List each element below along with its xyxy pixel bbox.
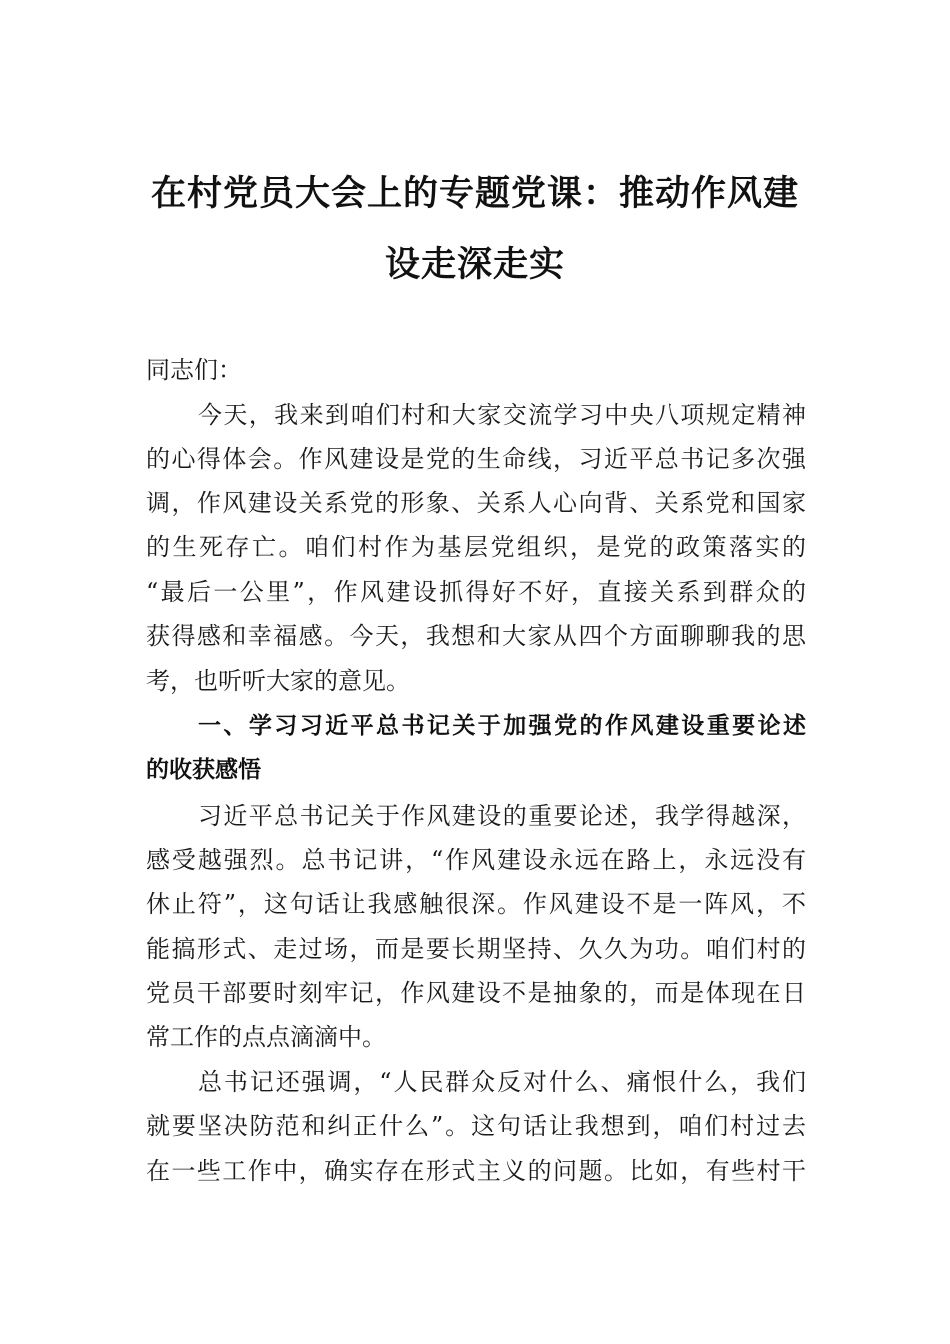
paragraph-line: “最后一公里”，作风建设抓得好不好，直接关系到群众的: [146, 578, 806, 606]
document-title-line-1: 在村党员大会上的专题党课：推动作风建: [150, 173, 799, 214]
paragraph-line: 今天，我来到咱们村和大家交流学习中央八项规定精神: [198, 401, 806, 429]
section-heading: 一、学习习近平总书记关于加强党的作风建设重要论述: [198, 713, 806, 739]
paragraph-line: 感受越强烈。总书记讲，“作风建设永远在路上，永远没有: [146, 846, 806, 874]
paragraph-line: 在一些工作中，确实存在形式主义的问题。比如，有些村干: [146, 1157, 806, 1185]
paragraph-line: 的生死存亡。咱们村作为基层党组织，是党的政策落实的: [146, 533, 806, 561]
paragraph-line: 调，作风建设关系党的形象、关系人心向背、关系党和国家: [146, 489, 806, 517]
paragraph-line: 能搞形式、走过场，而是要长期坚持、久久为功。咱们村的: [146, 935, 806, 963]
paragraph-line: 休止符”，这句话让我感触很深。作风建设不是一阵风，不: [146, 890, 806, 918]
paragraph-line: 党员干部要时刻牢记，作风建设不是抽象的，而是体现在日: [146, 979, 806, 1007]
paragraph-line: 考，也听听大家的意见。: [146, 667, 410, 695]
paragraph-line: 就要坚决防范和纠正什么”。这句话让我想到，咱们村过去: [146, 1112, 806, 1140]
paragraph-line: 的心得体会。作风建设是党的生命线，习近平总书记多次强: [146, 445, 806, 473]
salutation: 同志们：: [146, 356, 242, 384]
paragraph-line: 获得感和幸福感。今天，我想和大家从四个方面聊聊我的思: [146, 622, 806, 650]
paragraph-line: 常工作的点点滴滴中。: [146, 1023, 386, 1051]
document-title-line-2: 设走深走实: [384, 244, 565, 285]
paragraph-line: 总书记还强调，“人民群众反对什么、痛恨什么，我们: [198, 1068, 806, 1096]
paragraph-line: 习近平总书记关于作风建设的重要论述，我学得越深，: [198, 802, 806, 830]
section-heading: 的收获感悟: [146, 757, 261, 783]
